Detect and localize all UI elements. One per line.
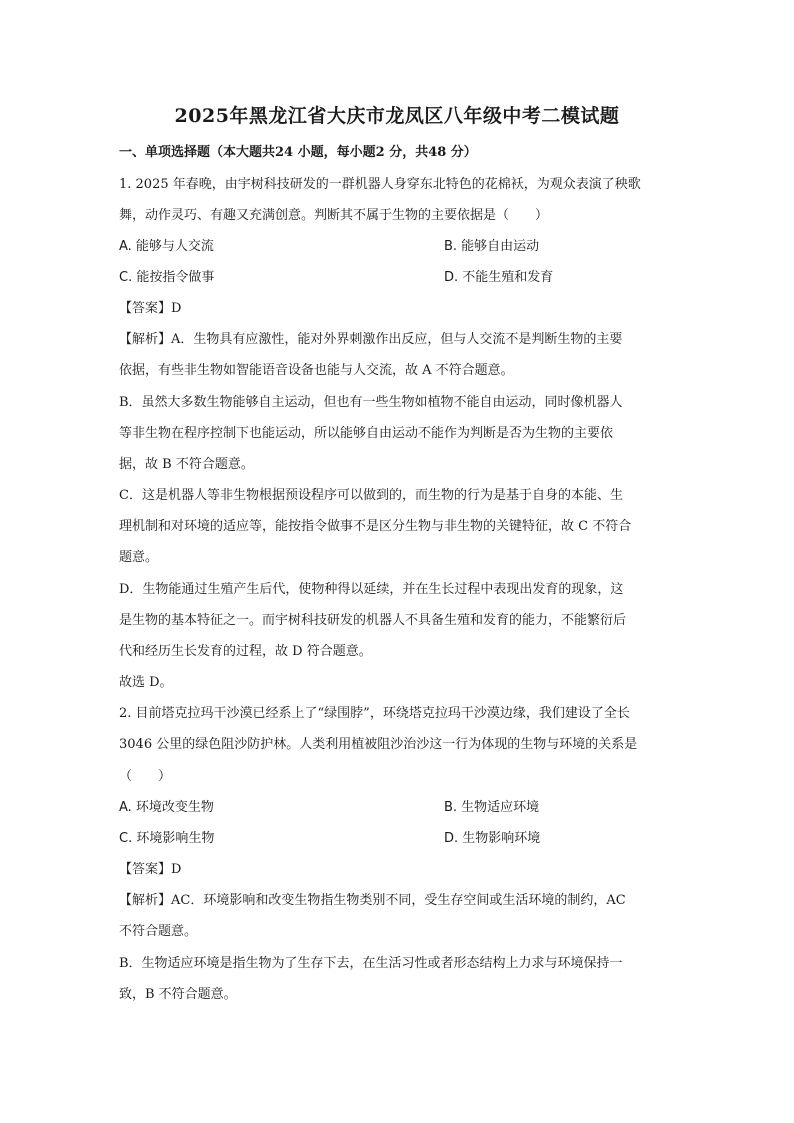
q1-stem-line: 1. 2025 年春晚，由宇树科技研发的一群机器人身穿东北特色的花棉袄，为观众表演了秧歌 [119, 177, 641, 192]
q1-analysis-line: C．这是机器人等非生物根据预设程序可以做到的，而生物的行为是基于自身的本能、生 [119, 488, 623, 503]
q1-analysis-line: 代和经历生长发育的过程，故 D 符合题意。 [119, 644, 372, 659]
q1-analysis-line: 据，故 B 不符合题意。 [119, 457, 254, 472]
q1-stem-line: 舞，动作灵巧、有趣又充满创意。判断其不属于生物的主要依据是（ ） [119, 208, 549, 223]
q2-analysis-line: 不符合题意。 [119, 924, 198, 939]
q2-analysis-line: 【解析】AC．环境影响和改变生物指生物类别不同，受生存空间或生活环境的制约，AC [119, 893, 626, 908]
q2-stem-line: 3046 公里的绿色阻沙防护林。人类利用植被阻沙治沙这一行为体现的生物与环境的关系是 [119, 737, 638, 752]
q1-option-d: D. 不能生殖和发育 [444, 270, 554, 285]
q2-stem-line: 2. 目前塔克拉玛干沙漠已经系上了“绿围脖”，环绕塔克拉玛干沙漠边缘，我们建设了全长 [119, 706, 630, 721]
q2-stem-line: （ ） [119, 769, 172, 784]
q1-analysis-line: 故选 D。 [119, 675, 173, 690]
q2-option-c: C. 环境影响生物 [119, 831, 215, 846]
q2-option-a: A. 环境改变生物 [119, 800, 214, 815]
q1-option-b: B. 能够自由运动 [444, 239, 540, 254]
page-title: 2025年黑龙江省大庆市龙凤区八年级中考二模试题 [174, 105, 620, 127]
q1-option-a: A. 能够与人交流 [119, 239, 214, 254]
q2-option-d: D. 生物影响环境 [444, 831, 541, 846]
q1-answer: 【答案】D [119, 301, 182, 316]
q1-analysis-line: 依据，有些非生物如智能语音设备也能与人交流，故 A 不符合题意。 [119, 363, 514, 378]
q1-analysis-line: B．虽然大多数生物能够自主运动，但也有一些生物如植物不能自由运动，同时像机器人 [119, 395, 623, 410]
q1-analysis-line: 题意。 [119, 550, 159, 565]
q1-analysis-line: D．生物能通过生殖产生后代，使物种得以延续，并在生长过程中表现出发育的现象，这 [119, 582, 624, 597]
q1-analysis-line: 等非生物在程序控制下也能运动，所以能够自由运动不能作为判断是否为生物的主要依 [119, 426, 614, 441]
q2-option-b: B. 生物适应环境 [444, 800, 540, 815]
q1-option-c: C. 能按指令做事 [119, 270, 215, 285]
q2-analysis-line: 致，B 不符合题意。 [119, 987, 237, 1002]
q2-answer: 【答案】D [119, 862, 182, 877]
q1-analysis-line: 【解析】A．生物具有应激性，能对外界刺激作出反应，但与人交流不是判断生物的主要 [119, 332, 623, 347]
q1-analysis-line: 理机制和对环境的适应等，能按指令做事不是区分生物与非生物的关键特征，故 C 不符合 [119, 519, 632, 534]
section-heading: 一、单项选择题（本大题共24 小题，每小题2 分，共48 分） [119, 145, 477, 160]
q1-analysis-line: 是生物的基本特征之一。而宇树科技研发的机器人不具备生殖和发育的能力，不能繁衍后 [119, 613, 627, 628]
q2-analysis-line: B．生物适应环境是指生物为了生存下去，在生活习性或者形态结构上力求与环境保持一 [119, 956, 623, 971]
